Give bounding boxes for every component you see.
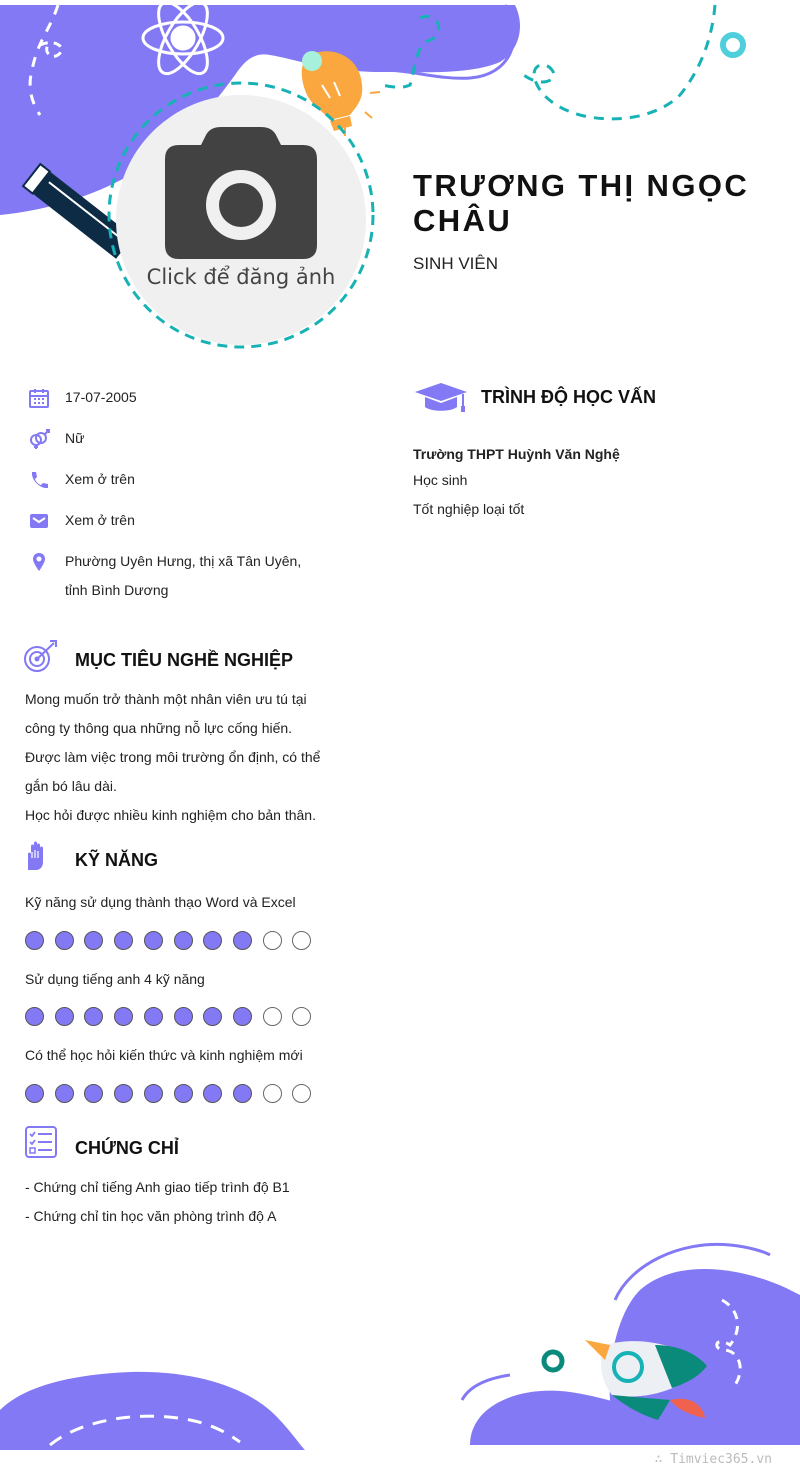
education-heading: TRÌNH ĐỘ HỌC VẤN (481, 387, 656, 407)
rating-dot-filled (174, 1007, 193, 1026)
rating-dot-filled (55, 1084, 74, 1103)
skill-name: Sử dụng tiếng anh 4 kỹ năng (25, 971, 205, 987)
rating-dot-filled (233, 1007, 252, 1026)
gender-icon (28, 429, 50, 449)
rating-dot-filled (114, 1007, 133, 1026)
rating-dot-filled (114, 1084, 133, 1103)
rating-dot-filled (25, 1007, 44, 1026)
phone-icon (28, 470, 50, 490)
rating-dot-filled (233, 931, 252, 950)
target-icon (23, 639, 59, 673)
skills-heading: KỸ NĂNG (75, 850, 159, 870)
rating-dot-filled (25, 1084, 44, 1103)
photo-upload-label: Click để đăng ảnh (146, 265, 336, 289)
education-role: Học sinh (413, 472, 468, 488)
objective-text: Mong muốn trở thành một nhân viên ưu tú tại công ty thông qua những nỗ lực cống hiến. Được làm việc trong môi trường ổn định, có thể gắn bó lâu dài. Học hỏi được nhiều kinh nghiệm cho bản thân. (25, 691, 321, 823)
rating-dot-filled (25, 931, 44, 950)
rating-dot-filled (144, 1007, 163, 1026)
education-result: Tốt nghiệp loại tốt (413, 501, 525, 517)
location-pin-icon (28, 552, 50, 572)
certificate-item: - Chứng chỉ tiếng Anh giao tiếp trình độ B1 (25, 1179, 290, 1195)
education-school: Trường THPT Huỳnh Văn Nghệ (413, 446, 620, 462)
hand-icon (24, 840, 48, 872)
checklist-icon (25, 1126, 57, 1158)
skill-name: Có thể học hỏi kiến thức và kinh nghiệm mới (25, 1047, 303, 1063)
rating-dot-filled (114, 931, 133, 950)
certificate-item: - Chứng chỉ tin học văn phòng trình độ A (25, 1208, 277, 1224)
rating-dot-filled (55, 1007, 74, 1026)
rating-dot-filled (144, 1084, 163, 1103)
rating-dot-empty (263, 931, 282, 950)
candidate-title: SINH VIÊN (413, 254, 499, 273)
rating-dot-filled (55, 931, 74, 950)
certificates-list (25, 1173, 325, 1231)
email-icon (28, 511, 50, 531)
rating-dot-filled (144, 931, 163, 950)
rating-dot-filled (174, 931, 193, 950)
objective-heading: MỤC TIÊU NGHỀ NGHIỆP (75, 650, 294, 670)
rating-dot-empty (263, 1084, 282, 1103)
profile-photo-upload[interactable] (116, 95, 366, 345)
rating-dot-empty (263, 1007, 282, 1026)
skill-name: Kỹ năng sử dụng thành thạo Word và Excel (25, 894, 296, 910)
graduation-cap-icon (413, 381, 469, 415)
candidate-name: TRƯƠNG THỊ NGỌC CHÂU (413, 168, 750, 238)
certificates-heading: CHỨNG CHỈ (75, 1138, 179, 1158)
rating-dot-filled (233, 1084, 252, 1103)
calendar-icon (28, 388, 50, 408)
rating-dot-filled (174, 1084, 193, 1103)
watermark: ∴ Timviec365.vn (654, 1452, 772, 1467)
camera-icon (165, 127, 317, 259)
